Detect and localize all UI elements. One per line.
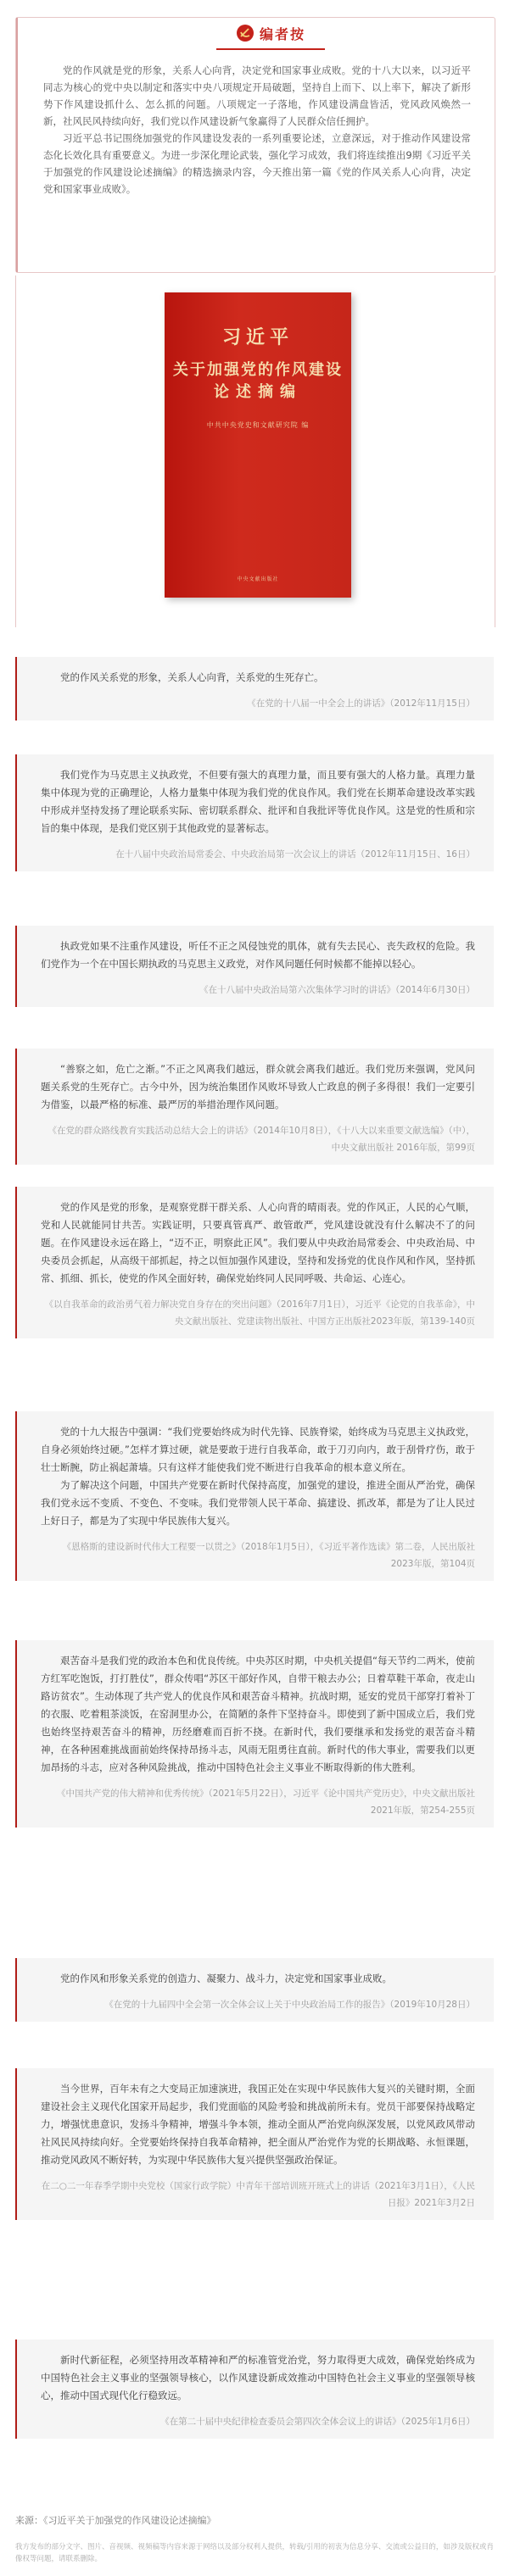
book-editor: 中共中央党史和文献研究院 编 [206,421,310,429]
quote-text: 新时代新征程，必须坚持用改革精神和严的标准管党治党，努力取得更大成效，确保党始终成为中国特色社会主义事业的坚强领导核心，以作风建设新成效推动中国特色社会主义事业的坚强领导核心，推动中国式现代化行稳致远。 [41,2354,475,2401]
editor-note-tab [216,18,325,50]
editor-note-paragraph: 党的作风就是党的形象，关系人心向背，决定党和国家事业成败。党的十八大以来，以习近平同志为核心的党中央以制定和落实中央八项规定开局破题，坚持自上而下、以上率下，解决了新形势下作风建设抓什么、怎么抓的问题。八项规定一子落地，作风建设满盘皆活，党风政风焕然一新，社风民风持续向好，我们党以作风建设新气象赢得了人民群众信任拥护。 [43,64,471,127]
quote-text: 执政党如果不注重作风建设，听任不正之风侵蚀党的肌体，就有失去民心、丧失政权的危险。我们党作为一个在中国长期执政的马克思主义政党，对作风问题任何时候都不能掉以轻心。 [41,940,475,970]
quote-card [15,2068,494,2220]
quote-source: 《在十八届中央政治局第六次集体学习时的讲话》（2014年6月30日） [199,985,475,995]
quote-text: 党的作风和形象关系党的创造力、凝聚力、战斗力，决定党和国家事业成败。 [60,1972,392,1984]
source-line: 来源：《习近平关于加强党的作风建设论述摘编》 [15,2515,216,2526]
quote-text: 党的十九大报告中强调：“我们党要始终成为时代先锋、民族脊梁，始终成为马克思主义执政党，自身必须始终过硬。”怎样才算过硬，就是要敢于进行自我革命，敢于刀刃向内，敢于刮骨疗伤，敢于壮士断腕，防止祸起萧墙。只有这样才能使我们党不断进行自我革命的根本意义所在。 [41,1426,475,1473]
quote-card [15,1411,494,1581]
editor-note-title: 编者按 [259,25,305,42]
book-title: 关于加强党的作风建设 [173,361,343,379]
copyright-disclaimer: 我方发布的部分文字、图片、音视频、视频稿等内容来源于网络以及部分权利人提供，转载/引用的初衷为信息分享、交流或公益目的，如涉及版权或肖像权等问题，请联系删除。 [15,2543,494,2563]
book-author: 习近平 [221,326,294,348]
quote-source: 《在党的十九届四中全会第一次全体会议上关于中央政治局工作的报告》（2019年10月28日） [104,2000,475,2010]
quote-text: “善察之如，危亡之渐。”不正之风离我们越远，群众就会离我们越近。我们党历来强调，党风问题关系党的生死存亡。古今中外，因为统治集团作风败坏导致人亡政息的例子多得很！我们一定要引为借鉴，以最严格的标准、最严厉的举措治理作风问题。 [41,1063,475,1110]
quote-text: 党的作风关系党的形象，关系人心向背，关系党的生死存亡。 [60,671,324,683]
book-publisher: 中央文献出版社 [237,576,279,582]
quote-card [15,1187,494,1338]
quote-source: 《在党的群众路线教育实践活动总结大会上的讲话》（2014年10月8日），《十八大以来重要文献选编》（中），中央文献出版社 2016年版，第99页 [48,1126,475,1153]
quote-source: 在二○二一年春季学期中央党校（国家行政学院）中青年干部培训班开班式上的讲话（2021年3月1日），《人民日报》2021年3月2日 [41,2181,475,2208]
quote-card [15,1049,494,1165]
party-emblem-icon [236,24,255,42]
quote-source: 在十八届中央政治局常委会、中央政治局第一次会议上的讲话（2012年11月15日、16日） [115,849,475,860]
quote-text: 党的作风是党的形象，是观察党群干群关系、人心向背的晴雨表。党的作风正，人民的心气顺，党和人民就能同甘共苦。实践证明，只要真管真严、敢管敢严，党风建设就没有什么解决不了的问题。在作风建设永远在路上，“迈不正，明察此正风”。我们要从中央政治局常委会、中央政治局、中央委员会抓起，从高级干部抓起，持之以恒加强作风建设，坚持和发扬党的优良作风和作风，坚持抓常、抓细、抓长，使党的作风全面好转，确保党始终同人民同呼吸、共命运、心连心。 [41,1201,475,1284]
quote-text: 我们党作为马克思主义执政党，不但要有强大的真理力量，而且要有强大的人格力量。真理力量集中体现为党的正确理论，人格力量集中体现为我们党的优良作风。我们党在长期革命建设改革实践中形成并坚持发扬了理论联系实际、密切联系群众、批评和自我批评等优良作风。这是党的性质和宗旨的集中体现，是我们党区别于其他政党的显著标志。 [41,769,475,834]
quote-card [15,657,494,721]
book-cover-area [15,275,495,627]
quote-card [15,1640,494,1828]
quote-text: 艰苦奋斗是我们党的政治本色和优良传统。中央苏区时期，中央机关提倡“每天节约二两米，使前方红军吃饱饭，打打胜仗”，群众传唱“苏区干部好作风，自带干粮去办公；日着草鞋干革命，夜走山路访贫农”。生动体现了共产党人的优良作风和艰苦奋斗精神。抗战时期，延安的党员干部穿打着补丁的衣服、吃着粗茶淡饭，在窑洞里办公，在简陋的条件下坚持奋斗。即使到了新中国成立后，我们党也始终坚持艰苦奋斗的精神，历经磨难而百折不挠。在新时代，我们要继承和发扬党的艰苦奋斗精神，在各种困难挑战面前始终保持昂扬斗志，风雨无阻勇往直前。新时代的伟大事业，需要我们以更加昂扬的斗志，应对各种风险挑战，推动中国特色社会主义事业不断取得新的伟大胜利。 [41,1655,475,1773]
book-subtitle: 论述摘编 [214,383,302,401]
quote-source: 《在第二十届中央纪律检查委员会第四次全体会议上的讲话》（2025年1月6日） [160,2417,475,2427]
quote-source: 《以自我革命的政治勇气着力解决党自身存在的突出问题》（2016年7月1日），习近平《论党的自我革命》，中央文献出版社、党建读物出版社、中国方正出版社2023年版，第139-140页 [44,1299,475,1327]
quote-source: 《在党的十八届一中全会上的讲话》（2012年11月15日） [247,698,475,709]
book-cover [165,292,351,598]
quote-source: 《恩格斯的建设新时代伟大工程要一以贯之》（2018年1月5日），《习近平著作选读》第二卷，人民出版社2023年版，第104页 [62,1542,475,1569]
editor-note-text [43,62,471,198]
quote-text: 当今世界，百年未有之大变局正加速演进，我国正处在实现中华民族伟大复兴的关键时期，全面建设社会主义现代化国家开局起步，我们党面临的风险考验和挑战前所未有。党员干部要保持战略定力，增强忧患意识，发扬斗争精神，增强斗争本领，推动全面从严治党向纵深发展，以党风政风带动社风民风持续向好。全党要始终保持自我革命精神，把全面从严治党作为党的长期战略、永恒课题，推动党风政风不断好转，为实现中华民族伟大复兴提供坚强政治保证。 [41,2083,475,2166]
quote-source: 《中国共产党的伟大精神和优秀传统》（2021年5月22日），习近平《论中国共产党历史》，中央文献出版社2021年版，第254-255页 [56,1789,475,1816]
quote-card [15,926,494,1007]
editor-note-paragraph: 习近平总书记围绕加强党的作风建设发表的一系列重要论述，立意深远，对于推动作风建设常态化长效化具有重要意义。为进一步深化理论武装，强化学习成效，我们将连续推出9期《习近平关于加强党的作风建设论述摘编》的精选摘录内容，今天推出第一篇《党的作风关系人心向背，决定党和国家事业成败》。 [43,132,471,195]
quote-card [15,2340,494,2439]
quote-card [15,754,494,871]
editor-note-box [15,17,495,273]
quote-card [15,1958,494,2022]
quote-text: 为了解决这个问题，中国共产党要在新时代保持高度，加强党的建设，推进全面从严治党，确保我们党永远不变质、不变色、不变味。我们党带领人民干革命、搞建设、抓改革，都是为了让人民过上好日子，都是为了实现中华民族伟大复兴。 [41,1479,475,1527]
